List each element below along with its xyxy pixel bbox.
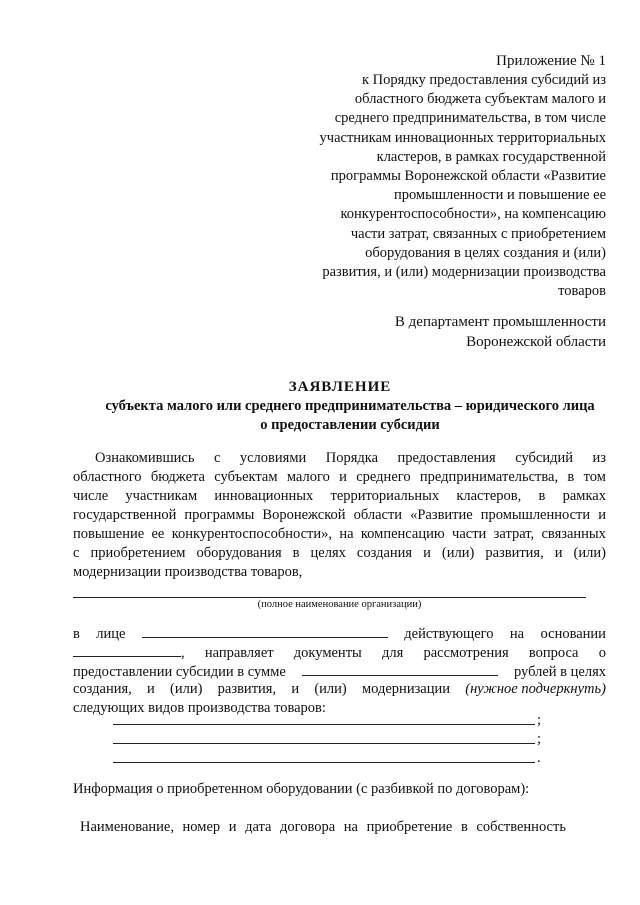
intro-word: с xyxy=(213,450,221,466)
intro-word: части xyxy=(452,526,487,542)
intro-word: оборудования xyxy=(196,545,282,561)
word: собственность xyxy=(476,819,566,835)
intro-word: в xyxy=(292,545,300,561)
period: . xyxy=(537,750,541,766)
word: в xyxy=(460,819,468,835)
word: и xyxy=(291,681,300,697)
document-title: ЗАЯВЛЕНИЕ xyxy=(288,379,392,395)
intro-word: государственной xyxy=(73,507,177,523)
intro-word: модернизации производства товаров, xyxy=(73,564,303,580)
intro-word: бюджета xyxy=(150,469,205,485)
word: вопроса xyxy=(528,645,579,661)
intro-word: том xyxy=(583,469,606,485)
provision-text: предоставлении субсидии в сумме xyxy=(73,664,286,680)
representative-name-field[interactable] xyxy=(142,623,388,638)
intro-word: конкурентоспособности», xyxy=(171,526,332,542)
appendix-line: к Порядку предоставления субсидий из xyxy=(361,72,606,88)
intro-line xyxy=(73,563,606,582)
intro-line xyxy=(73,468,606,487)
word: (или) xyxy=(314,681,347,697)
intro-word: (или) xyxy=(573,545,606,561)
intro-word: Воронежской xyxy=(262,507,346,523)
intro-word: Порядка xyxy=(325,450,379,466)
contract-line xyxy=(80,818,566,837)
intro-word: рамках xyxy=(562,488,606,504)
product-type-field-3[interactable] xyxy=(113,762,535,763)
addressee-line-2: Воронежской области xyxy=(466,334,606,350)
word: действующего xyxy=(404,626,494,642)
appendix-line: конкурентоспособности», на компенсацию xyxy=(340,206,606,223)
intro-word: условиями xyxy=(239,450,307,466)
subtitle-line-2: о предоставлении субсидии xyxy=(260,417,440,433)
intro-word: предоставления xyxy=(397,450,496,466)
product-type-field-2[interactable] xyxy=(113,743,535,744)
semicolon: ; xyxy=(537,731,542,747)
appendix-line: среднего предпринимательства, в том числе xyxy=(334,110,606,127)
intro-word: малого xyxy=(286,469,330,485)
word: номер xyxy=(182,819,221,835)
appendix-line: промышленности и повышение ее xyxy=(393,187,606,204)
intro-word: предпринимательства, xyxy=(419,469,559,485)
appendix-title: Приложение № 1 xyxy=(496,53,606,69)
rubles-text: рублей в целях xyxy=(513,664,606,680)
word: для xyxy=(381,645,404,661)
intro-word: среднего xyxy=(356,469,411,485)
appendix-line: участникам инновационных территориальных xyxy=(319,129,606,146)
intro-word: с xyxy=(73,545,80,561)
word: договора xyxy=(280,819,336,835)
basis-document-field[interactable] xyxy=(73,642,181,657)
appendix-line: областного бюджета субъектам малого и xyxy=(354,91,606,108)
word: развития, xyxy=(217,681,277,697)
intro-word: субъектам xyxy=(214,469,278,485)
intro-word: инновационных xyxy=(214,488,314,504)
appendix-line: программы Воронежской области «Развитие xyxy=(330,168,606,185)
intro-word: числе xyxy=(73,488,109,504)
intro-word: связанных xyxy=(541,526,606,542)
intro-line xyxy=(73,525,606,544)
intro-word: «Развитие xyxy=(410,507,473,523)
word: приобретение xyxy=(366,819,453,835)
word: основании xyxy=(540,626,606,642)
intro-line xyxy=(95,449,606,468)
addressee xyxy=(340,312,606,352)
intro-word: создания xyxy=(356,545,413,561)
intro-word: на xyxy=(339,526,354,542)
word: (или) xyxy=(170,681,203,697)
appendix-line: развития, и (или) модернизации производства xyxy=(322,264,606,281)
word: документы xyxy=(293,645,362,661)
appendix-line: оборудования в целях создания и (или) xyxy=(365,244,606,261)
word: лице xyxy=(96,626,126,642)
following-types-text: следующих видов производства товаров: xyxy=(73,700,326,716)
underline-note: (нужное подчеркнуть) xyxy=(465,681,606,697)
intro-line xyxy=(73,487,606,506)
intro-word: субсидий xyxy=(515,450,573,466)
intro-word: и xyxy=(598,507,606,523)
intro-word: и xyxy=(423,545,431,561)
semicolon: ; xyxy=(537,712,542,728)
appendix-line: кластеров, в рамках государственной xyxy=(376,148,606,165)
intro-word: областного xyxy=(73,469,142,485)
word: Наименование, xyxy=(80,819,174,835)
intro-word: компенсацию xyxy=(360,526,445,542)
appendix-body xyxy=(300,71,606,301)
intro-word: кластеров, xyxy=(456,488,522,504)
subsidy-amount-field[interactable] xyxy=(302,661,498,676)
intro-word: промышленности xyxy=(480,507,591,523)
form-line-2 xyxy=(73,642,606,663)
form-line-1 xyxy=(73,623,606,644)
intro-word: и xyxy=(339,469,347,485)
equipment-info-heading: Информация о приобретенном оборудовании (с разбивкой по договорам): xyxy=(73,781,530,797)
intro-word: затрат, xyxy=(493,526,535,542)
word: на xyxy=(509,626,525,642)
intro-word: ее xyxy=(151,526,165,542)
intro-word: развития, xyxy=(485,545,544,561)
word: о xyxy=(598,645,606,661)
word: создания, xyxy=(73,681,132,697)
intro-word: области xyxy=(353,507,403,523)
appendix-line: товаров xyxy=(558,283,606,300)
appendix-line: части затрат, связанных с приобретением xyxy=(350,225,606,242)
word: и xyxy=(228,819,237,835)
organization-name-caption: (полное наименование организации) xyxy=(257,599,422,610)
comma: , xyxy=(181,645,185,661)
basis-group xyxy=(73,642,185,663)
intro-word: повышение xyxy=(73,526,145,542)
word: дата xyxy=(245,819,272,835)
word: рассмотрения xyxy=(423,645,509,661)
intro-word: в xyxy=(538,488,546,504)
intro-word: Ознакомившись xyxy=(95,450,195,466)
intro-word: целях xyxy=(310,545,346,561)
intro-word: (или) xyxy=(441,545,475,561)
intro-word: территориальных xyxy=(330,488,440,504)
intro-word: и xyxy=(554,545,563,561)
intro-word: из xyxy=(592,450,606,466)
addressee-line-1: В департамент промышленности xyxy=(394,314,606,330)
intro-line xyxy=(73,506,606,525)
intro-word: программы xyxy=(184,507,255,523)
intro-word: в xyxy=(567,469,575,485)
document-subtitle xyxy=(60,397,640,435)
form-line-3 xyxy=(73,661,606,682)
subtitle-line-1: субъекта малого или среднего предпринимательства – юридического лица xyxy=(105,398,595,414)
intro-line xyxy=(73,544,606,563)
word: в xyxy=(73,626,80,642)
word: и xyxy=(147,681,155,697)
word: направляет xyxy=(204,645,274,661)
intro-word: приобретением xyxy=(90,545,186,561)
product-type-field-1[interactable] xyxy=(113,724,535,725)
intro-word: участникам xyxy=(125,488,198,504)
word: на xyxy=(343,819,358,835)
form-line-4 xyxy=(73,680,606,699)
word: модернизации xyxy=(361,681,451,697)
